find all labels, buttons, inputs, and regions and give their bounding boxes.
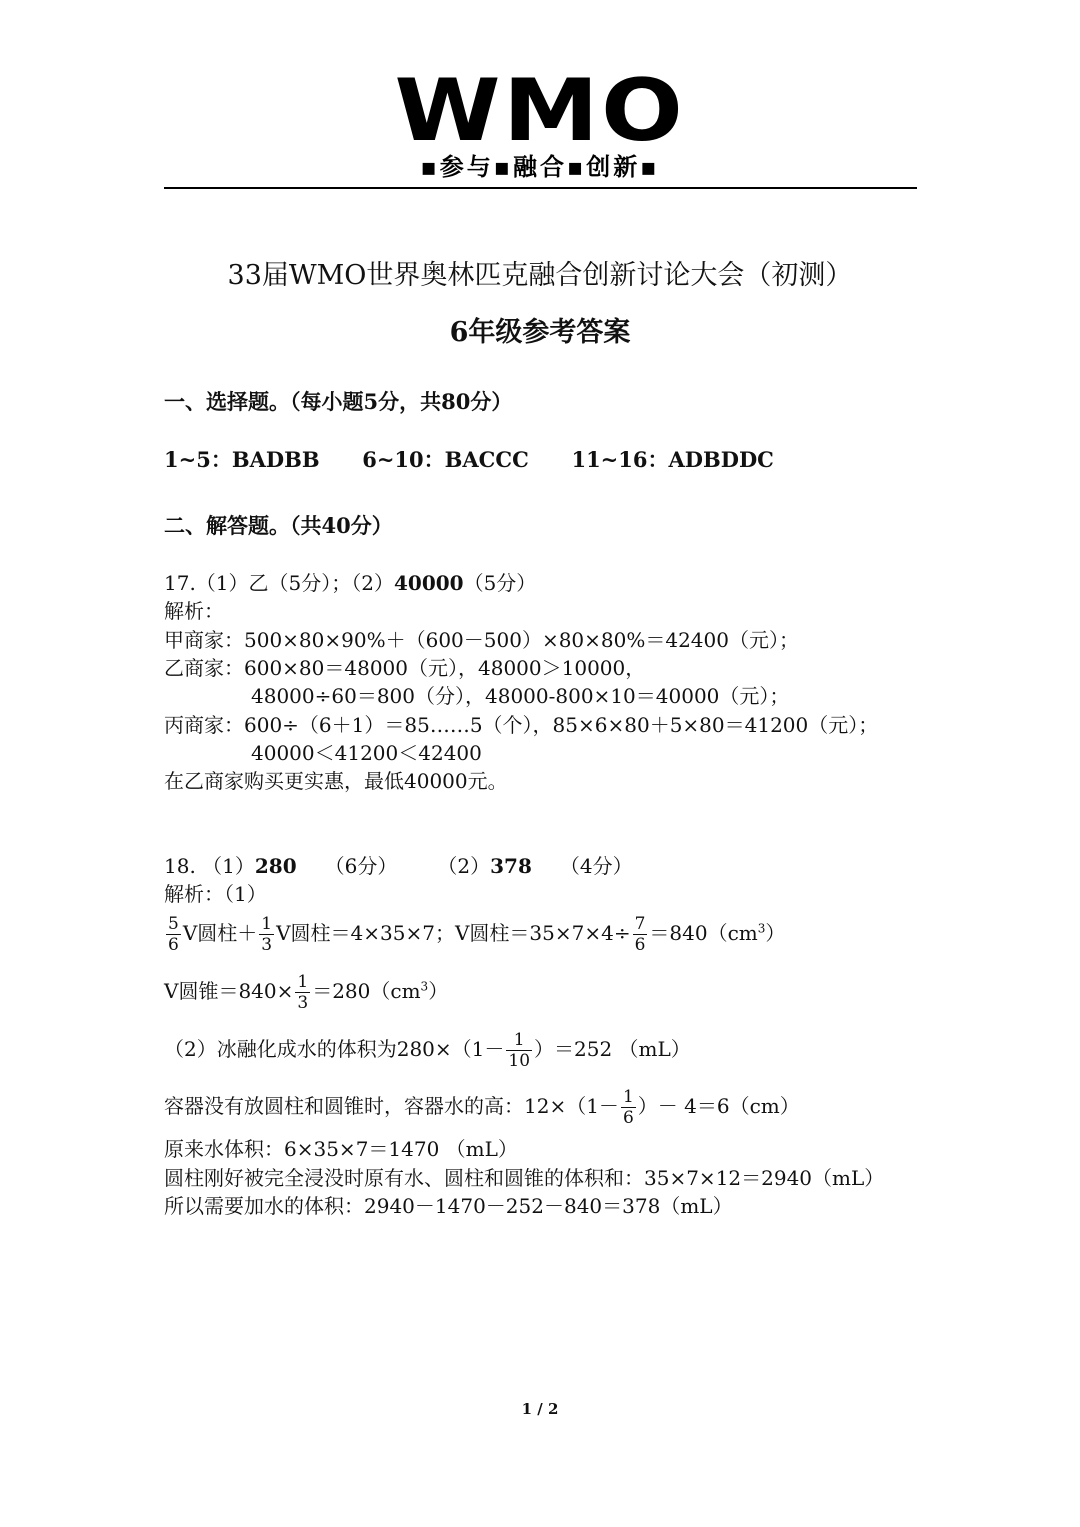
q18-line: 所以需要加水的体积：2940－1470－252－840＝378（mL） (164, 1194, 733, 1218)
fraction: $\frac{1}{3}$ (261, 914, 273, 955)
q18-analysis-label: 解析：（1） (164, 882, 267, 906)
q17-line: 丙商家：600÷（6＋1）＝85……5（个），85×6×80＋5×80＝41200（元）； (164, 713, 879, 737)
wmo-logo (0, 61, 1080, 182)
q17-line: 48000÷60＝800（分），48000-800×10＝40000（元）； (251, 684, 790, 708)
logo-slogan: ▪参与▪融合▪创新▪ (420, 153, 660, 181)
q18-answer-2: 378 (490, 854, 532, 878)
document-title: 33届WMO世界奥林匹克融合创新讨论大会（初测） (227, 260, 853, 291)
answer-group: 6~10：BACCC (362, 447, 529, 472)
header-divider (164, 187, 917, 189)
fraction: $\frac{1}{3}$ (297, 972, 309, 1013)
q18-equation-4: 容器没有放圆柱和圆锥时，容器水的高：12×（1－ $\frac{1}{6}$ ）－ 4＝6（cm） (164, 1087, 800, 1128)
q18-line: 圆柱刚好被完全浸没时原有水、圆柱和圆锥的体积和：35×7×12＝2940（mL） (164, 1166, 885, 1190)
fraction: $\frac{1}{10}$ (508, 1030, 531, 1071)
section1-heading: 一、选择题。（每小题5分，共80分） (164, 389, 513, 414)
q17-line: 40000＜41200＜42400 (251, 741, 482, 765)
q18-heading: 18. （1）280 （6分） （2）378 （4分） (164, 854, 633, 878)
logo-wordmark: WMO (394, 61, 686, 161)
document-subtitle: 6年级参考答案 (449, 317, 631, 348)
answer-group: 1~5：BADBB (164, 447, 320, 472)
q18-answer-1: 280 (254, 854, 297, 878)
q17-line: 乙商家：600×80＝48000（元），48000＞10000， (164, 656, 646, 680)
answer-group: 11~16：ADBDDC (571, 447, 774, 472)
q17-answer-2: 40000 (393, 571, 464, 595)
q17-analysis-label: 解析： (164, 599, 224, 623)
fraction: $\frac{7}{6}$ (634, 914, 646, 955)
q18-equation-3: （2）冰融化成水的体积为280×（1－ $\frac{1}{10}$ ）＝252 （mL） (164, 1030, 691, 1071)
choice-answers (164, 446, 774, 474)
q18-equation-1: $\frac{5}{6}$ V圆柱＋ $\frac{1}{3}$ V圆柱＝4×35×7；V圆柱＝35×7×4÷ $\frac{7}{6}$ $=840(cm^3)$ (168, 914, 786, 955)
q18-line: 原来水体积：6×35×7＝1470 （mL） (164, 1137, 518, 1161)
section2-heading: 二、解答题。（共40分） (164, 513, 393, 538)
q17-conclusion: 在乙商家购买更实惠，最低40000元。 (164, 769, 508, 793)
page-number: 1 / 2 (521, 1400, 559, 1418)
q17-line: 甲商家：500×80×90%＋（600－500）×80×80%＝42400（元）； (164, 628, 799, 652)
fraction: $\frac{5}{6}$ (168, 914, 179, 955)
q18-equation-2: V圆锥＝840× $\frac{1}{3}$ $=280(cm^3)$ (164, 972, 449, 1013)
q17-heading: 17.（1）乙（5分）；（2）40000（5分） (164, 571, 537, 595)
fraction: $\frac{1}{6}$ (622, 1087, 634, 1128)
